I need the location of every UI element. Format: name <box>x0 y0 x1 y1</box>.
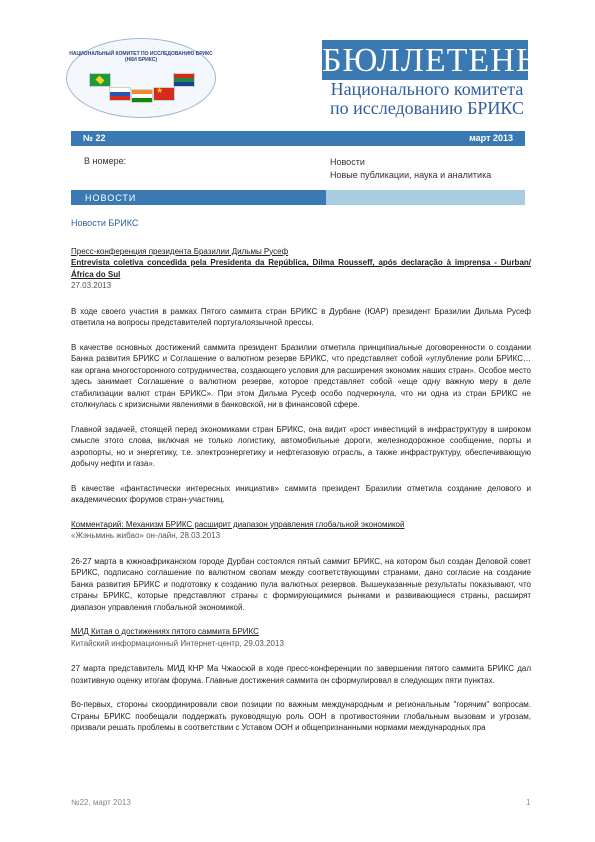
main-content <box>71 218 531 747</box>
article-title[interactable]: МИД Китая о достижениях пятого саммита БРИКС <box>71 627 259 636</box>
article-paragraph: В качестве основных достижений саммита президент Бразилии отметила принципиальные договоренности о создании Банка развития БРИКС и Соглашение о валютном резерве БРИКС, что представляет собой «углубление роли БРИКС… как органа многосторонного сотрудничества, создающего условия для расширения экономик наших стран». Особое место здесь занимает Соглашение о валютном резерве, которое представляет собой «еще одну важную меру в деле стабилизации валют стран БРИКС». При этом Дильма Русеф особо подчеркнула, что ни одна из стран БРИКС не столкнулась с кризисными явлениями в банковской, ни в финансовой сфере. <box>71 342 531 409</box>
article-paragraph: Главной задачей, стоящей перед экономиками стран БРИКС, она видит «рост инвестиций в инфраструктуру в широком смысле этого слова, включая не только логистику, автомобильные дороги, железнодорожное сообщение, порты и аэропорты, но и энергетику, т.е. электроэнергетику и нефтегазовую отрасль, а также инфраструктуру, обеспечивающую добычу нефти и газа». <box>71 424 531 468</box>
contents-label: В номере: <box>84 156 127 166</box>
contents-item[interactable]: Новости <box>330 157 365 167</box>
article-title[interactable]: Комментарий: Механизм БРИКС расширит диапазон управления глобальной экономикой <box>71 519 405 529</box>
article-source: Китайский информационный Интернет-центр, 29.03.2013 <box>71 638 284 648</box>
brics-committee-logo <box>66 38 216 118</box>
section-bar-dark <box>71 190 326 205</box>
article <box>71 246 531 506</box>
article-source: «Жэньминь жибао» он-лайн, 28.03.2013 <box>71 531 221 540</box>
brazil-flag-icon <box>89 73 111 87</box>
article-title[interactable]: Пресс-конференция президента Бразилии Дильмы Русеф <box>71 246 289 256</box>
page-number: 1 <box>526 798 531 807</box>
russia-flag-icon <box>109 87 131 101</box>
article-paragraph: Во-первых, стороны скоординировали свои позиции по важным международным и региональным "горячим" вопросам. Страны БРИКС пообещали поддержать руководящую роль ООН в противостоянии глобальным вызовам и угрозам, призвали решать проблемы в соответствии с Уставом ООН и общепризнанными нормами международных пра <box>71 700 531 732</box>
article-date: 27.03.2013 <box>71 281 112 290</box>
bulletin-subtitle <box>322 80 532 118</box>
article-paragraph: В качестве «фантастически интересных инициатив» саммита президент Бразилии отметила создание делового и академических форумов стран-участниц. <box>71 483 531 504</box>
article <box>71 626 531 734</box>
article-subtitle[interactable]: Entrevista coletiva concedida pela Presidenta da República, Dilma Rousseff, após declaração à imprensa - Durban/África do Sul <box>71 258 531 279</box>
issue-date: март 2013 <box>469 133 513 143</box>
subtitle-line-2: по исследованию БРИКС <box>329 98 524 118</box>
subtitle-line-1: Национального комитета <box>330 79 524 99</box>
contents-item[interactable]: Новые публикации, наука и аналитика <box>330 170 492 180</box>
article <box>71 519 531 614</box>
logo-text: НАЦИОНАЛЬНЫЙ КОМИТЕТ ПО ИССЛЕДОВАНИЮ БРИКС (НКИ БРИКС) <box>69 51 213 63</box>
bulletin-title: БЮЛЛЕТЕНЬ <box>322 42 537 79</box>
section-title: НОВОСТИ <box>85 193 137 203</box>
issue-bar <box>71 131 525 146</box>
section-kicker: Новости БРИКС <box>71 218 139 228</box>
footer-issue-info: №22, март 2013 <box>71 798 131 807</box>
india-flag-icon <box>131 89 153 103</box>
article-paragraph: 26-27 марта в южноафриканском городе Дурбан состоялся пятый саммит БРИКС, на котором был создан Деловой совет БРИКС, подписано соглашение по валютном свопам между соответствующими странами, дано согласие на создание Банка развития БРИКС и подготовку к созданию пула валютных резервов. Вышеуказанные результаты показывают, что страны БРИКС, которые представляют страны с формирующимися рынками и развивающиеся страны, расширят диапазон управления глобальной экономикой. <box>71 556 531 612</box>
south-africa-flag-icon <box>173 73 195 87</box>
article-paragraph: В ходе своего участия в рамках Пятого саммита стран БРИКС в Дурбане (ЮАР) президент Бразилии Дильма Русеф ответила на вопросы представителей португалоязычной прессы. <box>71 306 531 327</box>
china-flag-icon <box>153 87 175 101</box>
section-bar <box>71 190 525 205</box>
article-paragraph: 27 марта представитель МИД КНР Ма Чжаосюй в ходе пресс-конференции по завершении пятого саммита БРИКС дал позитивную оценку итогам форума. Главные достижения саммита он сформулировал в следующих пяти пунктах. <box>71 664 531 685</box>
issue-number: № 22 <box>83 133 106 143</box>
contents-list <box>330 156 491 182</box>
